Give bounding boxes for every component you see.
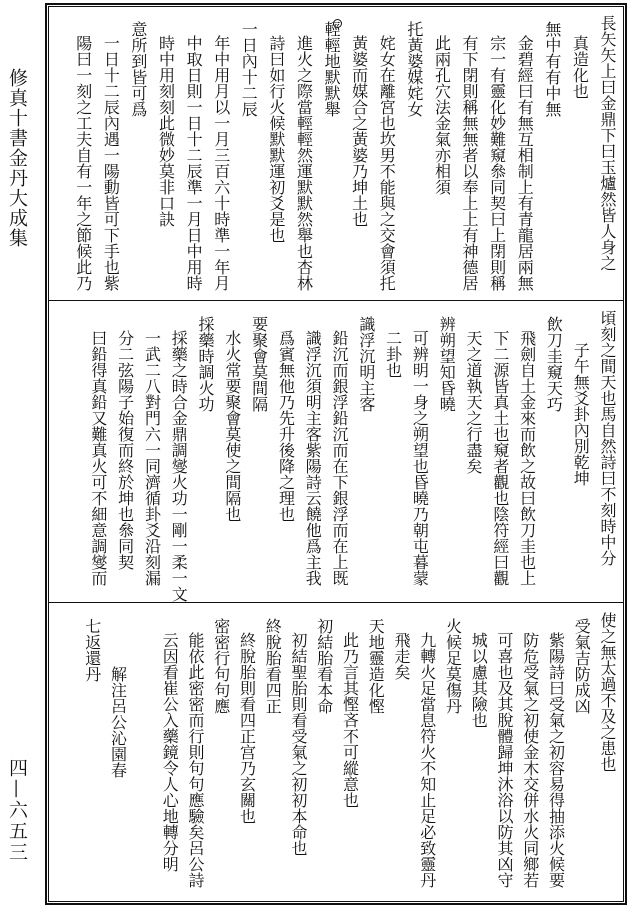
commentary-line: 有下閉則稱無無者以奉上上有神德居 (460, 35, 480, 291)
page-number: 四—六五三 (6, 758, 28, 863)
verse-line: 終脫胎看四正 (263, 618, 283, 714)
commentary-line: 飛劍自土金來而飲之故曰飲刀圭也上 (517, 330, 537, 586)
verse-line: 天地靈造化慳 (366, 618, 386, 714)
commentary-line: 鉛沉而銀浮鉛沉而在下銀浮而在上既 (330, 330, 350, 586)
commentary-line: 採藥之時合金鼎調燮火功一剛一柔一文 (169, 330, 189, 602)
register-top (49, 7, 623, 301)
commentary-line: 識浮沉須明主客紫陽詩云饒他爲主我 (303, 330, 323, 586)
commentary-line: 中取日則一日十二辰準一月日中用時 (184, 35, 204, 291)
verse-line: 托黃婆媒姹女 (404, 21, 424, 117)
commentary-line: 時中用刻刻此微妙莫非口訣 (156, 35, 176, 227)
commentary-line: 初結聖胎則看受氣之初初本命也 (289, 632, 308, 856)
commentary-line: 頃刻之間天也馬自然詩曰不刻時中分 (598, 310, 617, 566)
commentary-line: 姹女在離宮也坎男不能與之交會須托 (377, 35, 397, 291)
circle-mark (333, 19, 342, 28)
register-bottom (49, 604, 623, 901)
verse-line: 受氣吉防成凶 (572, 618, 592, 714)
commentary-line: 真造化也 (570, 35, 590, 99)
commentary-line: 進火之際當輕輕然運默默然舉也杏林 (294, 35, 314, 291)
commentary-line: 年中用月以一月三百六十時準一年月 (211, 35, 231, 291)
verse-line: 飲刀圭窺天巧 (544, 316, 564, 412)
verse-line: 火候足莫傷丹 (443, 618, 463, 714)
verse-line: 七返還丹 (82, 618, 102, 682)
commentary-line: 能依此密密而行則句句應驗矣呂公詩 (186, 632, 205, 888)
commentary-line: 天之道執天之行盡矣 (464, 330, 484, 474)
commentary-line: 一日十二辰內遇一陽動皆可下手也紫 (101, 35, 121, 291)
commentary-line: 爲賓無他乃先升後降之理也 (276, 330, 296, 522)
verse-line: 密密行句句應 (211, 618, 231, 714)
commentary-line: 紫陽詩曰受氣之初容易得抽添火候要 (546, 632, 566, 888)
commentary-line: 陽曰一刻之工夫自有一年之節候此乃 (73, 35, 93, 291)
text-frame (45, 3, 627, 905)
commentary-line: 詩曰如行火候默默運初爻是也 (266, 35, 286, 243)
section-title: 解注呂公沁園春 (108, 666, 128, 778)
commentary-line: 曰鉛得真鉛又難真火可不細意調燮而 (88, 330, 108, 586)
commentary-line: 長矢矢上曰金鼎下曰玉爐然皆人身之 (598, 15, 617, 271)
commentary-line: 此兩孔穴法金氣亦相須 (432, 35, 452, 195)
verse-line: 識浮沉明主客 (356, 316, 376, 412)
register-middle (49, 302, 623, 603)
commentary-line: 此乃言其慳吝不可縱意也 (340, 632, 360, 808)
commentary-line: 可喜也及其脫體歸坤沐浴以防其凶守 (495, 632, 514, 888)
commentary-line: 金碧經曰有無互相制上有青龍居兩無 (515, 35, 535, 291)
commentary-line: 使之無太過不及之患也 (598, 612, 617, 772)
verse-line: 無中有有中無 (542, 21, 562, 117)
commentary-line: 水火常要聚會莫使之間隔也 (222, 330, 242, 522)
commentary-line: 分二弦陽子始復而終於坤也叅同契 (115, 330, 135, 570)
commentary-line: 云因看崔公入藥鏡令人心地轉分明 (160, 632, 180, 872)
verse-line: 辨朔望知昏曉 (437, 316, 457, 412)
verse-line: 要聚會莫間隔 (249, 316, 269, 412)
commentary-line: 下二源皆真土也窺者觀也陰符經曰觀 (490, 330, 510, 586)
commentary-line: 黃婆而媒合之黃婆乃坤土也 (349, 35, 369, 227)
verse-line: 初結胎看本命 (314, 618, 334, 714)
commentary-line: 城以慮其險也 (469, 632, 489, 728)
commentary-line: 一武二八對門六一同濟循卦爻沿刻漏 (142, 330, 162, 586)
verse-line: 採藥時調火功 (196, 316, 216, 412)
book-title: 修真十書金丹大成集 (6, 68, 28, 248)
commentary-line: 終脫胎則看四正宫乃玄關也 (237, 632, 257, 824)
commentary-line: 九轉火足當息符火不知止足必致靈丹 (417, 632, 437, 888)
commentary-line: 飛走矣 (392, 632, 411, 680)
commentary-line: 防危受氣之初使金木交併水火同鄉若 (520, 632, 540, 888)
verse-line: 意所到皆可爲 (128, 21, 148, 117)
commentary-line: 宗一有靈化妙難窺叅同契曰上閉則稱 (487, 35, 507, 291)
verse-line: 一日內十二辰 (239, 21, 259, 117)
quoted-verse-line: 子午無爻卦內別乾坤 (571, 342, 591, 486)
commentary-line: 二卦也 (383, 330, 403, 378)
verse-line: 輕輕地默默舉 (322, 21, 342, 117)
commentary-line: 可辨明一身之朔望也昏曉乃朝屯暮蒙 (410, 330, 430, 586)
